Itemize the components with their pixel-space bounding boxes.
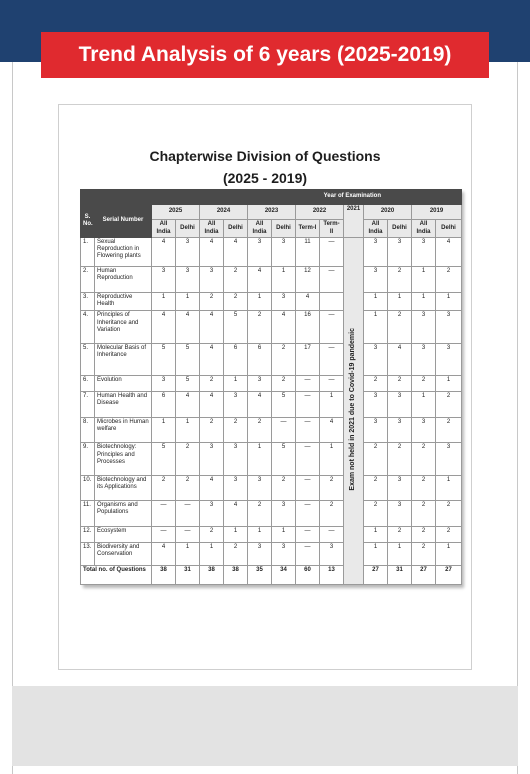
row-value: 5 <box>152 343 176 375</box>
banner-title: Trend Analysis of 6 years (2025-2019) <box>41 32 489 78</box>
row-value: 3 <box>200 443 224 475</box>
row-value: 1 <box>412 266 436 292</box>
row-sno: 11. <box>81 501 95 527</box>
row-value: — <box>320 238 344 267</box>
row-sno: 10. <box>81 475 95 501</box>
row-topic: Sexual Reproduction in Flowering plants <box>95 238 152 267</box>
row-value: 1 <box>436 543 462 566</box>
subheader-delhi: Delhi <box>176 220 200 238</box>
row-value: 2 <box>200 527 224 543</box>
row-value: 2 <box>248 311 272 343</box>
table-row <box>81 311 462 343</box>
covid-note: Exam not held in 2021 due to Covid-19 pandemic <box>349 328 357 491</box>
row-value: 2 <box>388 443 412 475</box>
total-value: 35 <box>248 565 272 584</box>
row-value: 4 <box>176 311 200 343</box>
row-value: — <box>152 527 176 543</box>
row-value: 1 <box>248 527 272 543</box>
row-value: 6 <box>152 391 176 417</box>
table-row <box>81 501 462 527</box>
row-value: 5 <box>224 311 248 343</box>
row-value: 3 <box>224 391 248 417</box>
row-value: 1 <box>272 266 296 292</box>
row-value: 1 <box>224 375 248 391</box>
row-value: 3 <box>412 311 436 343</box>
total-value: 27 <box>436 565 462 584</box>
row-value: 1 <box>388 292 412 311</box>
table-row <box>81 391 462 417</box>
row-value: 1 <box>248 443 272 475</box>
row-value: 4 <box>152 543 176 566</box>
row-value: 2 <box>436 417 462 443</box>
row-value: 1 <box>364 311 388 343</box>
row-value: 4 <box>436 238 462 267</box>
row-value: 2 <box>320 501 344 527</box>
row-value: 2 <box>200 375 224 391</box>
row-sno: 3. <box>81 292 95 311</box>
total-value: 31 <box>388 565 412 584</box>
row-value: 3 <box>248 375 272 391</box>
row-value: 3 <box>412 343 436 375</box>
row-sno: 1. <box>81 238 95 267</box>
row-value: 3 <box>272 543 296 566</box>
row-value: 2 <box>224 266 248 292</box>
row-value: 3 <box>272 238 296 267</box>
total-value: 38 <box>200 565 224 584</box>
document-heading: Chapterwise Division of Questions <box>149 148 381 164</box>
row-topic: Evolution <box>95 375 152 391</box>
row-value: 1 <box>176 292 200 311</box>
row-value: — <box>296 375 320 391</box>
row-value: 3 <box>388 391 412 417</box>
row-value: 1 <box>320 391 344 417</box>
row-value: 3 <box>176 238 200 267</box>
row-value: 1 <box>272 527 296 543</box>
row-value: 2 <box>388 266 412 292</box>
row-value: 2 <box>224 543 248 566</box>
row-value: 4 <box>296 292 320 311</box>
header-serial-number: Serial Number <box>95 205 152 238</box>
row-value: 11 <box>296 238 320 267</box>
row-value: 4 <box>272 311 296 343</box>
row-value: — <box>152 501 176 527</box>
row-value: 2 <box>272 375 296 391</box>
row-value: — <box>176 527 200 543</box>
row-value: — <box>296 501 320 527</box>
total-value: 27 <box>412 565 436 584</box>
row-value: 4 <box>224 501 248 527</box>
subheader-term-1: Term-I <box>296 220 320 238</box>
total-value: 38 <box>224 565 248 584</box>
row-value: 6 <box>248 343 272 375</box>
row-value: 3 <box>388 475 412 501</box>
row-value: 5 <box>272 391 296 417</box>
question-table-wrapper <box>80 189 461 585</box>
row-topic: Reproductive Health <box>95 292 152 311</box>
document-subheading: (2025 - 2019) <box>222 170 308 186</box>
table-row <box>81 266 462 292</box>
row-value: 2 <box>436 391 462 417</box>
row-value: 1 <box>176 417 200 443</box>
row-value: 2 <box>436 266 462 292</box>
row-value: 3 <box>248 238 272 267</box>
total-value: 13 <box>320 565 344 584</box>
row-value: — <box>320 375 344 391</box>
row-value: 3 <box>320 543 344 566</box>
row-topic: Microbes in Human welfare <box>95 417 152 443</box>
total-value: 34 <box>272 565 296 584</box>
table-row <box>81 375 462 391</box>
row-topic: Molecular Basis of Inheritance <box>95 343 152 375</box>
row-value <box>320 292 344 311</box>
row-value: — <box>320 527 344 543</box>
row-value: 3 <box>412 238 436 267</box>
row-value: 5 <box>176 343 200 375</box>
row-value: 1 <box>320 443 344 475</box>
row-value: 2 <box>272 475 296 501</box>
total-value: 60 <box>296 565 320 584</box>
row-value: 2 <box>248 417 272 443</box>
question-distribution-table <box>80 189 462 585</box>
row-value: 3 <box>364 238 388 267</box>
row-value: 2 <box>364 375 388 391</box>
row-value: 3 <box>224 475 248 501</box>
footer-band <box>12 686 518 766</box>
table-row <box>81 343 462 375</box>
row-value: 2 <box>176 443 200 475</box>
covid-note-cell <box>344 238 364 585</box>
row-value: 2 <box>412 501 436 527</box>
row-value: 3 <box>388 501 412 527</box>
total-value: 38 <box>152 565 176 584</box>
row-value: 1 <box>152 292 176 311</box>
table-row <box>81 443 462 475</box>
row-topic: Human Reproduction <box>95 266 152 292</box>
row-topic: Principles of Inheritance and Variation <box>95 311 152 343</box>
row-sno: 7. <box>81 391 95 417</box>
row-value: — <box>320 343 344 375</box>
row-value: 2 <box>200 417 224 443</box>
row-value: 1 <box>388 543 412 566</box>
row-value: 2 <box>388 527 412 543</box>
subheader-delhi: Delhi <box>436 220 462 238</box>
row-value: 1 <box>364 527 388 543</box>
row-value: 1 <box>364 292 388 311</box>
total-label: Total no. of Questions <box>81 565 152 584</box>
subheader-all-india: All India <box>152 220 176 238</box>
row-value: 2 <box>200 292 224 311</box>
subheader-delhi: Delhi <box>388 220 412 238</box>
row-value: 1 <box>412 292 436 311</box>
row-value: 4 <box>200 238 224 267</box>
row-value: 5 <box>272 443 296 475</box>
row-value: 2 <box>364 501 388 527</box>
row-value: 5 <box>176 375 200 391</box>
row-value: 2 <box>412 443 436 475</box>
row-value: 3 <box>248 543 272 566</box>
row-topic: Organisms and Populations <box>95 501 152 527</box>
row-value: 17 <box>296 343 320 375</box>
total-value: 27 <box>364 565 388 584</box>
row-value: 2 <box>412 475 436 501</box>
row-topic: Human Health and Disease <box>95 391 152 417</box>
row-value: — <box>272 417 296 443</box>
row-value: 3 <box>272 501 296 527</box>
header-year-of-examination: Year of Examination <box>152 190 462 205</box>
table-row <box>81 475 462 501</box>
header-year-2022: 2022 <box>296 205 344 220</box>
subheader-delhi: Delhi <box>224 220 248 238</box>
row-value: 1 <box>436 375 462 391</box>
table-row <box>81 292 462 311</box>
row-sno: 2. <box>81 266 95 292</box>
subheader-term-2: Term-II <box>320 220 344 238</box>
row-sno: 6. <box>81 375 95 391</box>
row-value: 16 <box>296 311 320 343</box>
row-value: 3 <box>364 343 388 375</box>
subheader-all-india: All India <box>364 220 388 238</box>
row-value: 3 <box>200 266 224 292</box>
row-value: — <box>176 501 200 527</box>
row-value: 3 <box>200 501 224 527</box>
row-value: 4 <box>248 266 272 292</box>
row-value: 2 <box>412 543 436 566</box>
header-year-2020: 2020 <box>364 205 412 220</box>
row-value: 2 <box>436 527 462 543</box>
row-value: 5 <box>152 443 176 475</box>
header-year-2019: 2019 <box>412 205 462 220</box>
header-year-2025: 2025 <box>152 205 200 220</box>
row-value: 3 <box>176 266 200 292</box>
row-value: — <box>296 475 320 501</box>
row-value: 1 <box>436 292 462 311</box>
row-value: 2 <box>224 292 248 311</box>
row-value: 1 <box>412 391 436 417</box>
row-topic: Biodiversity and Conservation <box>95 543 152 566</box>
row-value: 4 <box>320 417 344 443</box>
row-value: 4 <box>224 238 248 267</box>
row-value: 3 <box>152 266 176 292</box>
row-value: 4 <box>248 391 272 417</box>
row-value: 2 <box>224 417 248 443</box>
row-sno: 12. <box>81 527 95 543</box>
row-value: — <box>320 311 344 343</box>
row-value: 4 <box>152 311 176 343</box>
row-value: 3 <box>272 292 296 311</box>
table-row <box>81 238 462 267</box>
row-value: 2 <box>364 475 388 501</box>
row-value: 1 <box>436 475 462 501</box>
row-value: 3 <box>152 375 176 391</box>
row-value: 3 <box>436 443 462 475</box>
row-sno: 13. <box>81 543 95 566</box>
row-value: 4 <box>200 311 224 343</box>
row-value: — <box>296 417 320 443</box>
row-value: 2 <box>364 443 388 475</box>
table-row <box>81 417 462 443</box>
row-topic: Ecosystem <box>95 527 152 543</box>
row-value: 6 <box>224 343 248 375</box>
row-value: 1 <box>200 543 224 566</box>
row-value: 4 <box>200 343 224 375</box>
row-value: 3 <box>412 417 436 443</box>
row-value: 2 <box>152 475 176 501</box>
row-value: 1 <box>152 417 176 443</box>
total-row <box>81 565 462 584</box>
row-value: 3 <box>364 417 388 443</box>
row-value: 1 <box>224 527 248 543</box>
row-value: 4 <box>388 343 412 375</box>
subheader-all-india: All India <box>200 220 224 238</box>
table-row <box>81 527 462 543</box>
row-value: 3 <box>224 443 248 475</box>
row-value: 2 <box>412 375 436 391</box>
row-value: 3 <box>364 391 388 417</box>
row-value: 2 <box>436 501 462 527</box>
header-blank <box>81 190 152 205</box>
row-topic: Biotechnology and its Applications <box>95 475 152 501</box>
row-value: 2 <box>412 527 436 543</box>
row-topic: Biotechnology: Principles and Processes <box>95 443 152 475</box>
row-value: 1 <box>248 292 272 311</box>
row-value: 1 <box>364 543 388 566</box>
row-value: 3 <box>388 417 412 443</box>
subheader-all-india: All India <box>412 220 436 238</box>
header-sno: S. No. <box>81 205 95 238</box>
row-value: 4 <box>152 238 176 267</box>
row-value: 2 <box>272 343 296 375</box>
row-sno: 8. <box>81 417 95 443</box>
row-value: 4 <box>200 391 224 417</box>
row-value: 4 <box>200 475 224 501</box>
subheader-all-india: All India <box>248 220 272 238</box>
row-value: 12 <box>296 266 320 292</box>
row-value: — <box>296 543 320 566</box>
row-value: 3 <box>248 475 272 501</box>
row-value: 3 <box>436 343 462 375</box>
row-value: 2 <box>320 475 344 501</box>
row-value: 4 <box>176 391 200 417</box>
header-year-2023: 2023 <box>248 205 296 220</box>
row-sno: 4. <box>81 311 95 343</box>
table-row <box>81 543 462 566</box>
row-value: 3 <box>388 238 412 267</box>
row-value: 3 <box>436 311 462 343</box>
row-value: 1 <box>176 543 200 566</box>
row-value: — <box>296 443 320 475</box>
subheader-delhi: Delhi <box>272 220 296 238</box>
row-sno: 9. <box>81 443 95 475</box>
row-value: 2 <box>388 311 412 343</box>
row-value: 2 <box>176 475 200 501</box>
row-value: — <box>320 266 344 292</box>
row-value: 3 <box>364 266 388 292</box>
row-value: — <box>296 527 320 543</box>
row-value: 2 <box>248 501 272 527</box>
row-sno: 5. <box>81 343 95 375</box>
row-value: 2 <box>388 375 412 391</box>
header-year-2024: 2024 <box>200 205 248 220</box>
table-body <box>81 238 462 585</box>
header-year-2021: 2021 <box>344 205 364 238</box>
total-value: 31 <box>176 565 200 584</box>
row-value: — <box>296 391 320 417</box>
